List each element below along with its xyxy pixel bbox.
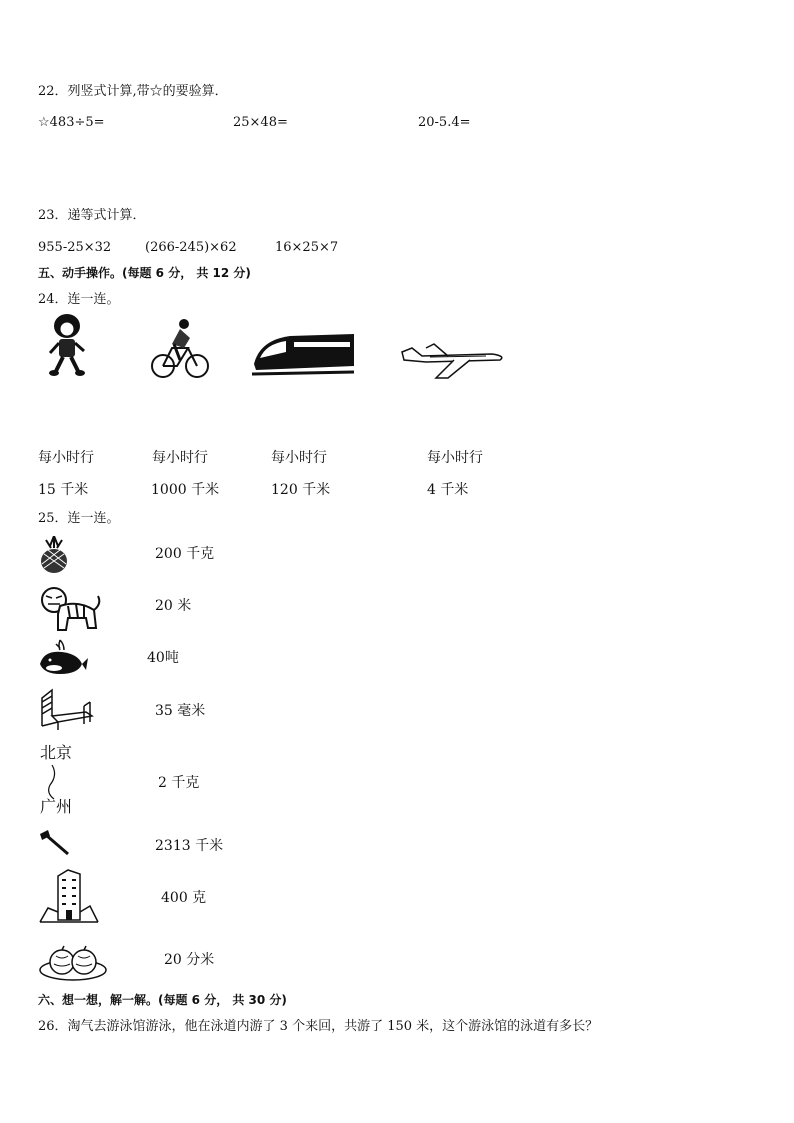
section5-heading: 五、动手操作。(每题 6 分， 共 12 分) bbox=[38, 266, 251, 280]
speed-label-4: 每小时行 bbox=[427, 450, 483, 466]
q25-value-3: 40吨 bbox=[147, 650, 179, 666]
q26-text: 26．淘气去游泳馆游泳，他在泳道内游了 3 个来回，共游了 150 米，这个游泳馆的泳道有多长？ bbox=[38, 1019, 599, 1034]
q23-problem-1: 955-25×32 bbox=[38, 240, 112, 255]
q25-value-7: 400 克 bbox=[161, 890, 207, 906]
q25-title: 25．连一连。 bbox=[38, 511, 120, 526]
whale-picture bbox=[38, 638, 88, 678]
q25-value-2: 20 米 bbox=[155, 598, 192, 614]
beijing-guangzhou-map bbox=[38, 745, 88, 817]
speed-value-3: 120 千米 bbox=[271, 482, 331, 498]
q25-value-4: 35 毫米 bbox=[155, 703, 206, 719]
girl-walking-picture bbox=[44, 313, 90, 377]
q25-value-5: 2 千克 bbox=[158, 775, 200, 791]
speed-label-2: 每小时行 bbox=[152, 450, 208, 466]
q23-problem-3: 16×25×7 bbox=[275, 240, 339, 255]
cyclist-picture bbox=[150, 318, 210, 380]
section6-heading: 六、想一想，解一解。(每题 6 分， 共 30 分) bbox=[38, 993, 287, 1007]
fruit-plate-picture bbox=[38, 940, 108, 982]
q25-value-8: 20 分米 bbox=[164, 952, 215, 968]
q24-title: 24．连一连。 bbox=[38, 292, 120, 307]
q22-problem-1: ☆483÷5= bbox=[38, 115, 105, 130]
q23-title: 23．递等式计算． bbox=[38, 208, 146, 223]
q22-title: 22．列竖式计算,带☆的要验算． bbox=[38, 84, 228, 99]
bed-picture bbox=[38, 686, 94, 732]
speed-value-4: 4 千米 bbox=[427, 482, 469, 498]
q23-problem-2: (266-245)×62 bbox=[145, 240, 237, 255]
q25-value-1: 200 千克 bbox=[155, 546, 215, 562]
speed-label-1: 每小时行 bbox=[38, 450, 94, 466]
building-picture bbox=[38, 868, 100, 924]
pineapple-picture bbox=[38, 536, 70, 574]
high-speed-train-picture bbox=[250, 330, 356, 380]
map-label-beijing: 北京 bbox=[40, 743, 73, 762]
speed-value-2: 1000 千米 bbox=[151, 482, 220, 498]
tiger-picture bbox=[38, 584, 102, 634]
q22-problem-2: 25×48= bbox=[233, 115, 288, 130]
speed-value-1: 15 千米 bbox=[38, 482, 89, 498]
map-label-guangzhou: 广州 bbox=[40, 797, 73, 816]
airplane-picture bbox=[396, 338, 508, 380]
q22-problem-3: 20-5.4= bbox=[418, 115, 471, 130]
speed-label-3: 每小时行 bbox=[271, 450, 327, 466]
q25-value-6: 2313 千米 bbox=[155, 838, 224, 854]
nail-picture bbox=[38, 828, 72, 858]
